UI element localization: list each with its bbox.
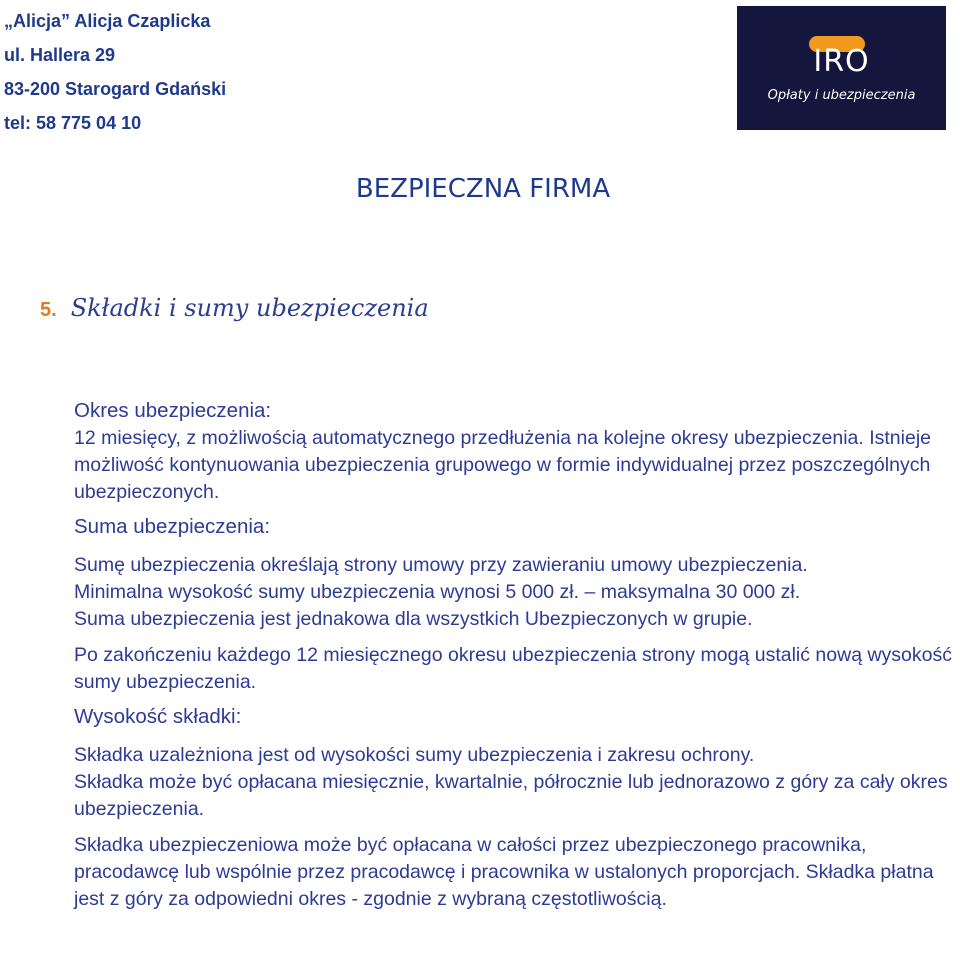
iro-logo bbox=[737, 6, 946, 130]
suma-paragraph-1: Sumę ubezpieczenia określają strony umowy przy zawieraniu umowy ubezpieczenia. bbox=[74, 554, 808, 576]
company-address bbox=[4, 4, 226, 140]
section-title: Składki i sumy ubezpieczenia bbox=[70, 294, 429, 322]
firm-title: BEZPIECZNA FIRMA bbox=[355, 174, 611, 204]
skladka-paragraph-1: Składka uzależniona jest od wysokości sumy ubezpieczenia i zakresu ochrony. bbox=[74, 744, 755, 766]
company-street: ul. Hallera 29 bbox=[4, 45, 116, 65]
company-phone: tel: 58 775 04 10 bbox=[4, 113, 142, 133]
company-name: „Alicja” Alicja Czaplicka bbox=[4, 11, 211, 31]
suma-heading: Suma ubezpieczenia: bbox=[74, 515, 271, 538]
skladka-paragraph-3: Składka ubezpieczeniowa może być opłacana w całości przez ubezpieczonego pracownika, pracodawcę lub wspólnie przez pracodawcę i pracownika w ustalonych proporcjach. Składka płatna jest z góry za odpowiedni okres - zgodnie z wybraną częstotliwością. bbox=[74, 834, 934, 910]
okres-text: 12 miesięcy, z możliwością automatycznego przedłużenia na kolejne okresy ubezpieczenia. Istnieje możliwość kontynuowania ubezpieczenia grupowego w formie indywidualnej przez poszczególnych ubezpieczonych. bbox=[74, 427, 932, 503]
suma-paragraph-2: Minimalna wysokość sumy ubezpieczenia wynosi 5 000 zł. – maksymalna 30 000 zł. bbox=[74, 581, 801, 603]
suma-paragraph-3: Suma ubezpieczenia jest jednakowa dla wszystkich Ubezpieczonych w grupie. bbox=[74, 608, 753, 630]
suma-paragraph-4: Po zakończeniu każdego 12 miesięcznego okresu ubezpieczenia strony mogą ustalić nową wysokość sumy ubezpieczenia. bbox=[74, 644, 952, 693]
skladka-heading: Wysokość składki: bbox=[74, 705, 242, 728]
skladka-paragraph-2: Składka może być opłacana miesięcznie, kwartalnie, półrocznie lub jednorazowo z góry za cały okres ubezpieczenia. bbox=[74, 771, 948, 820]
logo-brand: IRO bbox=[813, 44, 870, 79]
company-city: 83-200 Starogard Gdański bbox=[4, 79, 227, 99]
okres-heading: Okres ubezpieczenia: bbox=[74, 399, 272, 422]
section-heading bbox=[40, 294, 429, 322]
section-number: 5. bbox=[40, 299, 57, 321]
logo-tagline: Opłaty i ubezpieczenia bbox=[767, 88, 916, 103]
document-body bbox=[74, 397, 954, 913]
